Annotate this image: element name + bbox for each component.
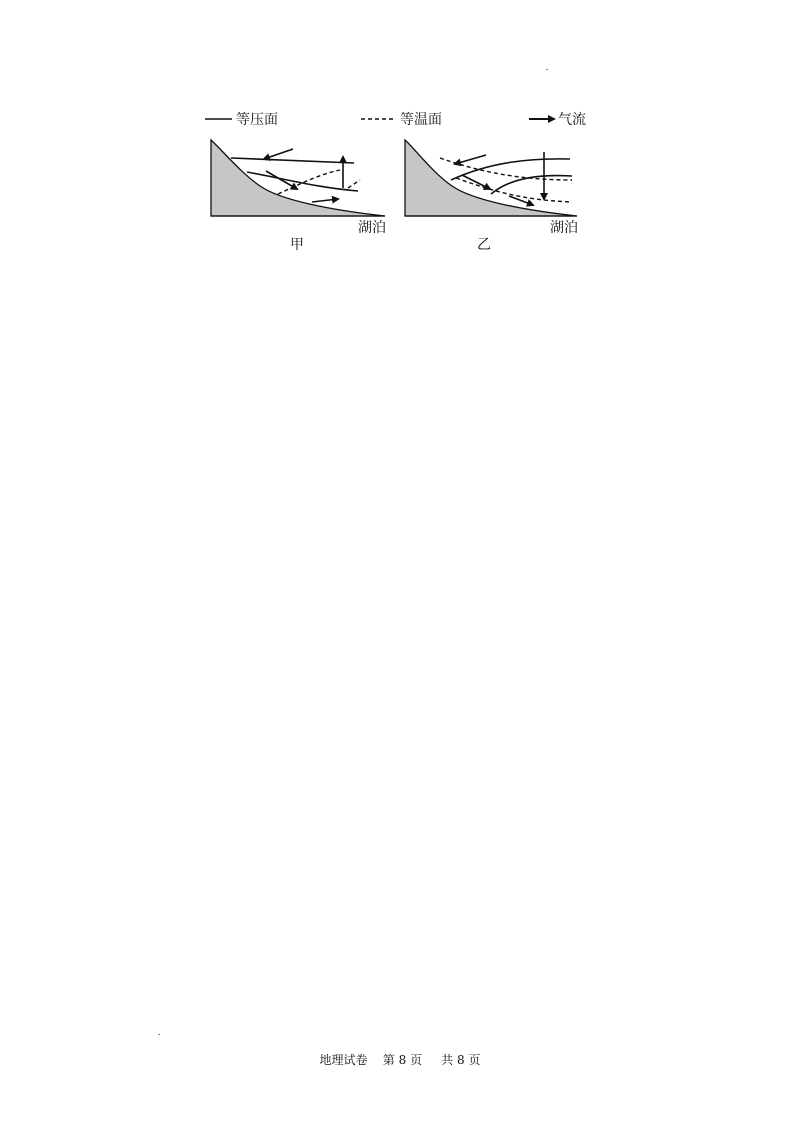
- isobar-upper: [451, 159, 570, 180]
- legend-airflow-label: 气流: [558, 112, 586, 128]
- mountain-slope: [211, 140, 385, 216]
- footer-page-prefix: 第: [382, 1053, 395, 1067]
- footer-total-unit: 页: [468, 1053, 481, 1067]
- mountain-lake-wind-figure: [200, 100, 600, 260]
- isotherm-right: [348, 180, 360, 188]
- lake-label-jia: 湖泊: [358, 220, 386, 236]
- lake-label-yi: 湖泊: [550, 220, 578, 236]
- legend-pressure-label: 等压面: [236, 112, 278, 128]
- airflow-mid-down: [266, 171, 297, 189]
- footer-subject: 地理试卷: [319, 1053, 368, 1067]
- legend-temperature-label: 等温面: [400, 112, 442, 128]
- airflow-low-right: [509, 196, 533, 205]
- legend: [205, 111, 586, 128]
- airflow-top-left: [455, 155, 486, 164]
- diagram-yi: [405, 140, 578, 253]
- isotherm: [278, 170, 340, 194]
- footer-total-number: 8: [457, 1053, 465, 1067]
- diagram-label-jia: 甲: [290, 237, 304, 253]
- airflow-top-left: [264, 149, 293, 159]
- scan-speck-top: [546, 69, 548, 70]
- diagram-label-yi: 乙: [477, 237, 491, 253]
- mountain-slope: [405, 140, 577, 216]
- footer-page-unit: 页: [410, 1053, 423, 1067]
- page-footer: [0, 1051, 800, 1068]
- footer-total-prefix: 共: [441, 1053, 454, 1067]
- airflow-low-right: [312, 199, 338, 202]
- scan-speck-bottom: [158, 1034, 160, 1035]
- diagram-jia: [211, 140, 386, 253]
- figure-svg: [200, 100, 600, 260]
- footer-page-number: 8: [398, 1053, 407, 1067]
- isobar-upper: [231, 158, 354, 163]
